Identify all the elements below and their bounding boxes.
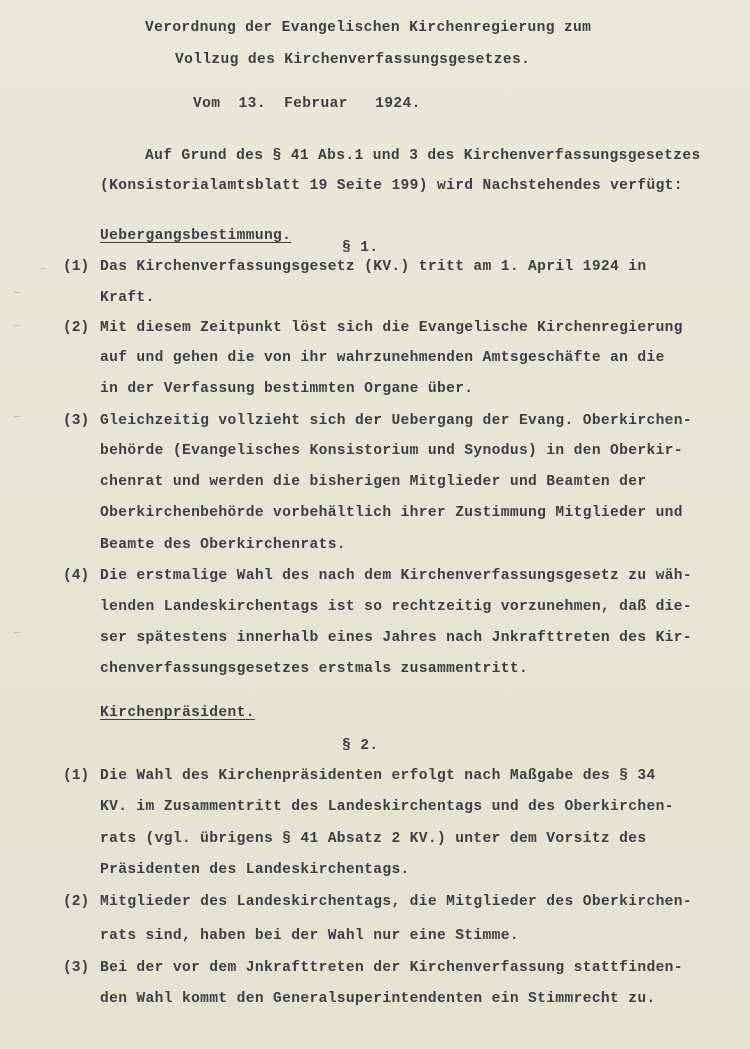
clause-number: (1) [63, 259, 90, 275]
preamble-line-2: (Konsistorialamtsblatt 19 Seite 199) wird Nachstehendes verfügt: [100, 178, 683, 194]
clause-line: Mitglieder des Landeskirchentags, die Mitglieder des Oberkirchen- [100, 894, 692, 910]
clause-line: Oberkirchenbehörde vorbehältlich ihrer Zustimmung Mitglieder und [100, 505, 683, 521]
clause-number: (2) [63, 894, 90, 910]
margin-mark [14, 292, 20, 293]
clause-line: KV. im Zusammentritt des Landeskirchentags und des Oberkirchen- [100, 799, 674, 815]
clause-line: Bei der vor dem Jnkrafttreten der Kirchenverfassung stattfinden- [100, 960, 683, 976]
clause-line: Beamte des Oberkirchenrats. [100, 537, 346, 553]
clause-line: Kraft. [100, 290, 155, 306]
clause-line: den Wahl kommt den Generalsuperintendenten ein Stimmrecht zu. [100, 991, 656, 1007]
clause-number: (3) [63, 960, 90, 976]
clause-number: (3) [63, 413, 90, 429]
title-line-2: Vollzug des Kirchenverfassungsgesetzes. [175, 52, 531, 68]
margin-mark [14, 416, 20, 417]
preamble-line-1: Auf Grund des § 41 Abs.1 und 3 des Kirchenverfassungsgesetzes [145, 148, 701, 164]
clause-line: Mit diesem Zeitpunkt löst sich die Evangelische Kirchenregierung [100, 320, 683, 336]
clause-line: in der Verfassung bestimmten Organe über. [100, 381, 474, 397]
clause-number: (2) [63, 320, 90, 336]
clause-line: rats sind, haben bei der Wahl nur eine Stimme. [100, 928, 519, 944]
clause-line: Das Kirchenverfassungsgesetz (KV.) tritt am 1. April 1924 in [100, 259, 647, 275]
clause-line: lenden Landeskirchentags ist so rechtzeitig vorzunehmen, daß die- [100, 599, 692, 615]
clause-line: Gleichzeitig vollzieht sich der Uebergang der Evang. Oberkirchen- [100, 413, 692, 429]
paragraph-mark-1: § 1. [342, 240, 379, 256]
clause-line: Die Wahl des Kirchenpräsidenten erfolgt nach Maßgabe des § 34 [100, 768, 656, 784]
clause-line: ser spätestens innerhalb eines Jahres nach Jnkrafttreten des Kir- [100, 630, 692, 646]
date-line: Vom 13. Februar 1924. [193, 96, 421, 112]
clause-number: (1) [63, 768, 90, 784]
clause-number: (4) [63, 568, 90, 584]
margin-mark [14, 632, 20, 633]
section-heading-uebergangsbestimmung: Uebergangsbestimmung. [100, 228, 292, 244]
clause-line: behörde (Evangelisches Konsistorium und Synodus) in den Oberkir- [100, 443, 683, 459]
clause-line: chenrat und werden die bisherigen Mitglieder und Beamten der [100, 474, 647, 490]
paragraph-mark-2: § 2. [342, 738, 379, 754]
section-heading-kirchenpraesident: Kirchenpräsident. [100, 705, 255, 721]
clause-line: chenverfassungsgesetzes erstmals zusammentritt. [100, 661, 529, 677]
title-line-1: Verordnung der Evangelischen Kirchenregierung zum [145, 20, 592, 36]
clause-line: rats (vgl. übrigens § 41 Absatz 2 KV.) unter dem Vorsitz des [100, 831, 647, 847]
clause-line: Präsidenten des Landeskirchentags. [100, 862, 410, 878]
clause-line: Die erstmalige Wahl des nach dem Kirchenverfassungsgesetz zu wäh- [100, 568, 692, 584]
margin-mark [40, 268, 46, 269]
clause-line: auf und gehen die von ihr wahrzunehmenden Amtsgeschäfte an die [100, 350, 665, 366]
margin-mark [14, 325, 20, 326]
